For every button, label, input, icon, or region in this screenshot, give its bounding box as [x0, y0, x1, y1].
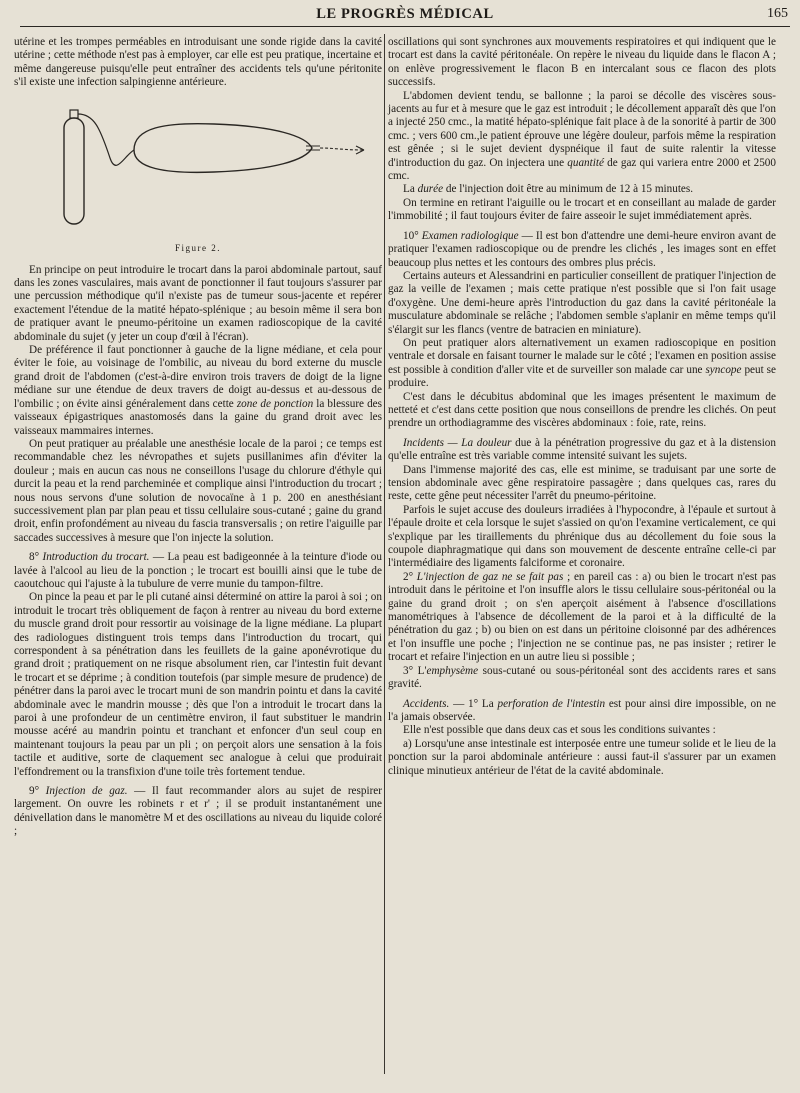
- apparatus-illustration: [44, 98, 374, 238]
- paragraph: Certains auteurs et Alessandrini en particulier conseillent de pratiquer l'injection de gaz la veille de l'examen ; mais cette pratique n'est possible que si l'on fait usage d'oxygène. Une demi-heure après l'introduction du gaz dans la cavité péritonéale la musculature abdominale se relâche ; l'abdomen semble s'aplanir en même temps qu'il s'élargit sur les flancs (ventre de batracien en miniature).: [388, 269, 776, 336]
- paragraph: [388, 90, 776, 184]
- text-run: L'abdomen devient tendu, se ballonne ; la paroi se décolle des viscères sous-jacents au fur et à mesure que le gaz est introduit ; le décollement apparaît dès que l'on a injecté 250 cmc., la matité hépato-splénique fait place à de la sonorité à partir de 300 cmc. ; vers 600 cm.,le patient éprouve une légère douleur, parfois même la respiration est gênée ; si le sujet devient dyspnéique il faut de suite ralentir la vitesse d'introduction du gaz. On injectera une: [388, 89, 776, 169]
- text-run: — Il faut recommander alors au sujet de respirer largement. On ouvre les robinets r et r' ; il se produit instantanément une dénivellation dans le manomètre M et des oscillations au niveau du liquide coloré ;: [14, 785, 382, 838]
- italic-term: durée: [417, 183, 444, 196]
- text-run: de l'injection doit être au minimum de 12 à 15 minutes.: [443, 183, 694, 196]
- text-run: La: [403, 183, 418, 196]
- section-number: 9°: [29, 785, 46, 798]
- paragraph-section-9: [14, 785, 382, 839]
- page-number: 165: [767, 6, 788, 21]
- section-heading: Examen radiologique: [421, 229, 519, 242]
- paragraph-incidents: [388, 437, 776, 464]
- text-run: de gaz qui variera entre 2000 et 2500 cmc.: [388, 156, 776, 183]
- paragraph: oscillations qui sont synchrones aux mouvements respiratoires et qui indiquent que le trocart est dans la cavité péritonéale. On repère le niveau du liquide dans le flacon A ; on enlève progressivement le flacon B en intercalant sous ce flacon des plots successifs.: [388, 36, 776, 89]
- paragraph: En principe on peut introduire le trocart dans la paroi abdominale partout, sauf dans les zones vasculaires, mais avant de ponctionner il faut toujours s'assurer par une percussion méthodique qu'il n'existe pas de tumeur sous-jacente et repérer exactement l'étendue de la matité hépato-splénique ; au besoin même il sera bon de pratiquer avant le pneumo-péritoine un examen radioscopique de la cavité abdominale du sujet (y jeter un coup d'œil à l'écran).: [14, 263, 382, 343]
- text-run: ; en pareil cas : a) ou bien le trocart n'est pas introduit dans le péritoine et l'on insuffle alors le tissu cellulaire sous-péritonéal ou la gaine du grand droit ; on s'en aperçoit aisément à l'absence d'oscillations manométriques à l'absence de décollement de la paroi et à la difficulté de la pénétration du gaz ; b) ou bien on est dans un péritoine cloisonné par des adhérences et l'on insuffle une poche ; l'injection ne se continue pas, ne pas insister ; retirer le trocart et refaire l'injection en un autre lieu si possible ;: [388, 570, 776, 664]
- page-header: [20, 2, 790, 27]
- section-number: 2°: [403, 570, 417, 583]
- paragraph: Elle n'est possible que dans deux cas et sous les conditions suivantes :: [403, 724, 716, 737]
- text-run: — 1° La: [449, 697, 498, 710]
- column-divider: [384, 34, 385, 1074]
- text-run: due à la pénétration progressive du gaz et à la distension qu'elle entraîne est très variable comme intensité suivant les sujets.: [388, 436, 776, 463]
- paragraph: [388, 183, 776, 196]
- text-run: sous-cutané ou sous-péritonéal sont des accidents rares et sans gravité.: [388, 664, 777, 691]
- figure-caption: Figure 2.: [175, 242, 221, 253]
- text-run: De préférence il faut ponctionner à gauche de la ligne médiane, et cela pour éviter le foie, au voisinage de l'ombilic, au niveau du bord externe du muscle grand droit de l'abdomen (c'est-à-dire environ trois travers de doigt de la ligne médiane sur une étendue de deux travers de doigt au-dessus et au-dessous de l'ombilic ; on évite ainsi généralement dans cette: [14, 344, 382, 410]
- paragraph: Parfois le sujet accuse des douleurs irradiées à l'hypocondre, à l'épaule et surtout à l'épaule droite et cela lorsque le sujet s'assied on qu'on l'examine verticalement, ce qui s'explique par les tiraillements du phrénique dus au décollement du foie sous la coupole diaphragmatique qui dans son mouvement de descente entraîne celle-ci par l'intermédiaire des ligaments falciforme et coronaire.: [388, 503, 776, 570]
- paragraph: [388, 665, 776, 692]
- paragraph: Dans l'immense majorité des cas, elle est minime, se traduisant par une sorte de tension abdominale avec gêne respiratoire passagère ; dans quelques cas, rares du reste, cette gêne peut nécessiter l'arrêt du pneumo-péritoine.: [388, 463, 776, 503]
- section-number: 8°: [29, 551, 43, 564]
- text-run: — Il est bon d'attendre une demi-heure environ avant de pratiquer l'examen radioscopique ou de prendre les clichés , les images sont en effet beaucoup plus nettes et les contours des ombres plus précis.: [388, 229, 776, 269]
- italic-term: syncope: [705, 363, 742, 376]
- italic-term: quantité: [567, 156, 604, 169]
- journal-title: LE PROGRÈS MÉDICAL: [316, 6, 494, 22]
- italic-term: perforation de l'intestin: [497, 697, 606, 710]
- section-heading: Incidents — La douleur: [403, 436, 512, 449]
- text-run: On peut pratiquer alors alternativement un examen radioscopique en position ventrale et dorsale en faisant tourner le malade sur le côté ; l'examen en position assise est possible à condition d'aller vite et de surveiller son malade car une: [388, 336, 776, 376]
- text-run: peut se produire.: [388, 363, 776, 390]
- section-heading: L'injection de gaz ne se fait pas: [416, 570, 564, 583]
- left-column: [14, 36, 382, 839]
- text-run: — La peau est badigeonnée à la teinture d'iode ou lavée à l'alcool au lieu de la ponction ; le trocart est bouilli ainsi que le tube de caoutchouc qui l'ajuste à la tubulure de verre munie du tampon-filtre.: [14, 551, 382, 590]
- paragraph: utérine et les trompes perméables en introduisant une sonde rigide dans la cavité utérine ; cette méthode n'est pas à employer, car elle est peu pratique, incertaine et même dangereuse puisqu'elle peut entraîner des accidents tels qu'une péritonite s'il existe une infection salpingienne antérieure.: [14, 36, 382, 89]
- figure-2: [14, 98, 382, 258]
- paragraph: On termine en retirant l'aiguille ou le trocart et en conseillant au malade de garder l'immobilité ; il faut toujours éviter de faire asseoir le sujet immédiatement après.: [388, 196, 776, 223]
- paragraph: On peut pratiquer au préalable une anesthésie locale de la paroi ; ce temps est recommandable chez les névropathes et sujets pusillanimes afin d'éviter la douleur ; mais en aucun cas nous ne conseillons l'usage du chlorure d'éthyle qui durcit la peau et la rend parcheminée et complique ainsi l'introduction du trocart ; nous nous servons d'une solution de novocaïne à 1 p. 200 en anesthésiant successivement plan par plan peau et tissu cellulaire sous-cutané ; gaine du grand droit, enfin profondément au niveau du fascia transversalis ; on retire l'aiguille par saccades successives à mesure que l'on injecte la solution.: [14, 437, 382, 544]
- section-heading: Introduction du trocart.: [42, 551, 150, 564]
- text-run: est pour ainsi dire impossible, on ne l'a jamais observée.: [388, 697, 777, 723]
- paragraph: On pince la peau et par le pli cutané ainsi déterminé on attire la paroi à soi ; on introduit le trocart très obliquement de façon à rentrer au niveau du bord externe du muscle grand droit pour ressortir au voisinage de la ligne médiane. La plupart des radiologues distinguent trois temps dans l'introduction du trocart, qui correspondent à sa pénétration dans les feuillets de la gaine aponévrotique du grand droit ; pratiquement on ne risque absolument rien, car l'intestin fuit devant le trocart et se déprime ; à condition toutefois (par simple mesure de prudence) de pénétrer dans la paroi avec le trocart muni de son mandrin pointu et dans la cavité abdominale avec le mandrin mousse ; dès que l'on a introduit le trocart dans la paroi à une profondeur de un centimètre environ, il faut substituer le mandrin mousse acéré au mandrin pointu et tranchant et enfoncer d'un seul coup en maintenant toujours la peau par un pli ; on perçoit alors une sensation à la fois tactile et auditive, sorte de claquement sec analogue à celui que produirait l'effondrement ou la transfixion d'une toile très fortement tendue.: [14, 591, 382, 778]
- right-column: [388, 36, 776, 778]
- paragraph: C'est dans le décubitus abdominal que les images présentent le maximum de netteté et c'est dans cette position que nous conseillons de prendre les clichés. On peut prendre un orthodiagramme des viscères abdominaux : foie, rate, reins.: [388, 390, 776, 430]
- paragraph-section-8: [14, 551, 382, 591]
- section-heading: Injection de gaz.: [45, 785, 128, 798]
- section-number: 10°: [403, 229, 422, 242]
- text-run: la blessure des vaisseaux épigastriques anastomosés dans la gaine du grand droit avec les vaisseaux mammaires internes.: [14, 397, 382, 437]
- paragraph-accidents: [388, 698, 776, 725]
- section-heading: Accidents.: [403, 697, 450, 710]
- section-number: 3° L': [403, 664, 427, 677]
- paragraph-section-10: [388, 230, 776, 270]
- paragraph: [14, 344, 382, 438]
- paragraph: [388, 571, 776, 665]
- italic-term: zone de ponction: [236, 397, 314, 410]
- italic-term: emphysème: [426, 664, 479, 677]
- paragraph: a) Lorsqu'une anse intestinale est interposée entre une tumeur solide et le lieu de la ponction sur la paroi abdominale antérieure : aussi faut-il s'assurer par un examen clinique minutieux antérieur de l'état de la cavité abdominale.: [388, 737, 776, 777]
- paragraph: [388, 337, 776, 391]
